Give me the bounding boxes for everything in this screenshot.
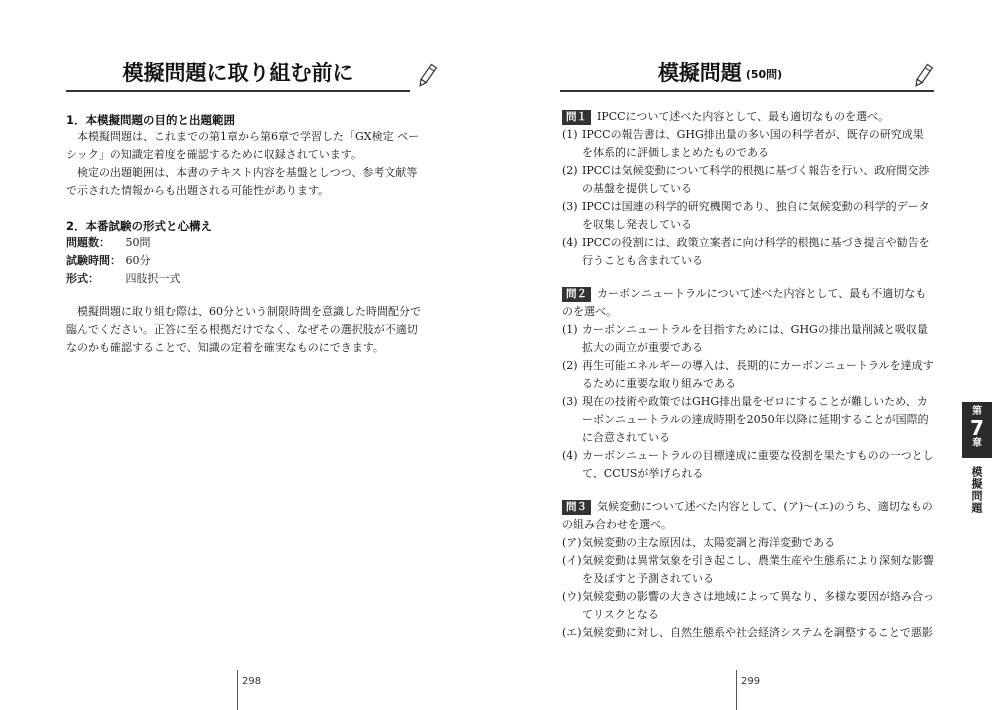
- option-text: 気候変動は異常気象を引き起こし、農業生産や生態系により深刻な影響を及ぼすと予測されている: [582, 554, 934, 585]
- question-option: [562, 198, 934, 234]
- question-2: [562, 285, 934, 483]
- question-stem-text: 気候変動について述べた内容として、(ア)～(エ)のうち、適切なものの組み合わせを選べ。: [562, 500, 933, 531]
- right-title-rule: [560, 90, 934, 92]
- format-key: 試験時間：: [66, 254, 121, 267]
- question-badge: 問３: [562, 500, 591, 515]
- option-number: (エ): [562, 626, 582, 639]
- format-value: 50問: [125, 236, 151, 249]
- section-heading-format: 2．本番試験の形式と心構え: [66, 219, 213, 233]
- question-option: [562, 447, 934, 483]
- question-badge: 問１: [562, 110, 591, 125]
- option-text: 再生可能エネルギーの導入は、長期的にカーボンニュートラルを達成するために重要な取り組みである: [582, 359, 934, 390]
- option-text: IPCCは気候変動について科学的根拠に基づく報告を行い、政府間交渉の基盤を提供している: [582, 164, 930, 195]
- option-number: (2): [562, 164, 578, 177]
- option-number: (4): [562, 236, 578, 249]
- chapter-number: 7: [970, 416, 984, 440]
- question-option: [562, 126, 934, 162]
- question-stem-text: カーボンニュートラルについて述べた内容として、最も不適切なものを選べ。: [562, 287, 927, 318]
- question-option: [562, 393, 934, 447]
- question-option: [562, 624, 934, 642]
- page-number: 298: [242, 676, 262, 687]
- option-text: IPCCは国連の科学的研究機関であり、独自に気候変動の科学的データを収集し発表している: [582, 200, 930, 231]
- question-option: [562, 534, 934, 552]
- format-value: 60分: [125, 254, 151, 267]
- pencil-icon: [912, 62, 934, 90]
- question-stem: [562, 108, 934, 126]
- option-text: カーボンニュートラルを目指すためには、GHGの排出量削減と吸収量拡大の両立が重要である: [582, 323, 928, 354]
- option-number: (ウ): [562, 590, 582, 603]
- question-badge: 問２: [562, 287, 591, 302]
- format-value: 四肢択一式: [125, 272, 181, 285]
- chapter-suffix: 章: [972, 438, 982, 449]
- question-option: [562, 162, 934, 198]
- option-number: (イ): [562, 554, 582, 567]
- question-option: [562, 357, 934, 393]
- question-stem: [562, 285, 934, 321]
- right-title-text: 模擬問題: [657, 61, 742, 85]
- approach-paragraph: 模擬問題に取り組む際は、60分という制限時間を意識した時間配分で臨んでください。正答に至る根拠だけでなく、なぜその選択肢が不適切なのかも確認することで、知識の定着を確実なものにできます。: [66, 305, 421, 354]
- question-option: [562, 552, 934, 588]
- option-text: 気候変動に対し、自然生態系や社会経済システムを調整することで悪影: [582, 626, 933, 639]
- option-number: (ア): [562, 536, 582, 549]
- question-3: [562, 498, 934, 642]
- option-number: (3): [562, 200, 578, 213]
- question-option: [562, 321, 934, 357]
- question-option: [562, 234, 934, 270]
- option-number: (1): [562, 128, 578, 141]
- purpose-paragraph-2: 検定の出題範囲は、本書のテキスト内容を基盤としつつ、参考文献等で示された情報からも出題される可能性があります。: [66, 166, 418, 197]
- option-number: (2): [562, 359, 578, 372]
- chapter-tab: [962, 402, 992, 458]
- page-number: 299: [741, 676, 761, 687]
- question-stem: [562, 498, 934, 534]
- option-text: 現在の技術や政策ではGHG排出量をゼロにすることが難しいため、カーボンニュートラルの達成時期を2050年以降に延期することが国際的に合意されている: [582, 395, 929, 444]
- chapter-prefix: 第: [972, 406, 982, 417]
- option-text: IPCCの報告書は、GHG排出量の多い国の科学者が、既存の研究成果を体系的に評価しまとめたものである: [582, 128, 924, 159]
- question-option: [562, 588, 934, 624]
- section-heading-purpose: 1．本模擬問題の目的と出題範囲: [66, 113, 235, 127]
- option-number: (4): [562, 449, 578, 462]
- right-title-count: (50問): [745, 68, 783, 81]
- option-text: カーボンニュートラルの目標達成に重要な役割を果たすものの一つとして、CCUSが挙げられる: [582, 449, 934, 480]
- question-1: [562, 108, 934, 270]
- question-stem-text: IPCCについて述べた内容として、最も適切なものを選べ。: [597, 110, 890, 123]
- right-page-title: [560, 56, 880, 90]
- option-text: 気候変動の主な原因は、太陽変調と海洋変動である: [582, 536, 835, 549]
- format-key: 形式：: [66, 272, 99, 285]
- chapter-label: 模擬問題: [970, 466, 983, 514]
- option-text: IPCCの役割には、政策立案者に向け科学的根拠に基づき提言や勧告を行うことも含まれている: [582, 236, 930, 267]
- purpose-paragraph-1: 本模擬問題は、これまでの第1章から第6章で学習した「GX検定 ベーシック」の知識定着度を確認するために収録されています。: [66, 130, 420, 161]
- option-number: (3): [562, 395, 578, 408]
- format-key: 問題数：: [66, 236, 110, 249]
- left-page-title: 模擬問題に取り組む前に: [122, 61, 354, 85]
- option-text: 気候変動の影響の大きさは地域によって異なり、多様な要因が絡み合ってリスクとなる: [582, 590, 934, 621]
- page-number-divider: [736, 670, 737, 710]
- option-number: (1): [562, 323, 578, 336]
